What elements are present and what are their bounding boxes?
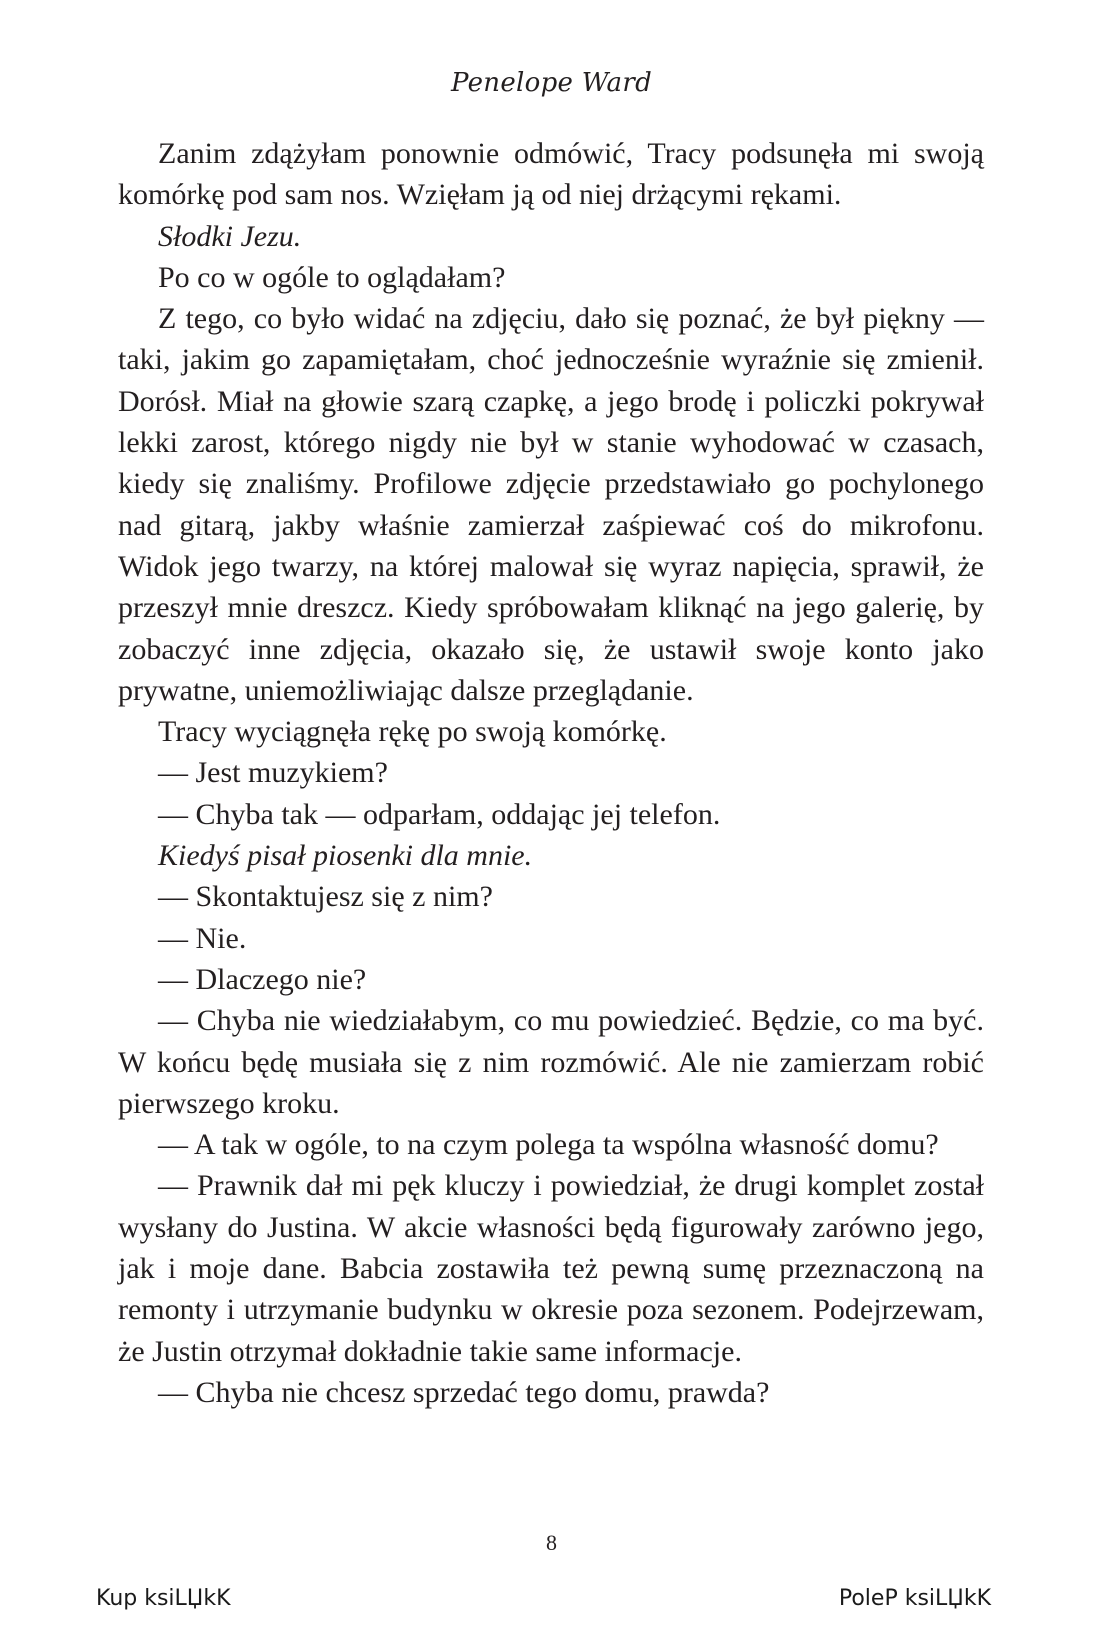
dialogue-line: — Chyba tak — odparłam, oddając jej telefon. <box>158 797 721 831</box>
dialogue-line: — Chyba nie chcesz sprzedać tego domu, prawda? <box>158 1375 770 1409</box>
body-text <box>118 133 984 1413</box>
paragraph-italic: Słodki Jezu. <box>158 219 302 253</box>
dialogue-line: — Jest muzykiem? <box>158 756 388 790</box>
paragraph: Z tego, co było widać na zdjęciu, dało się poznać, że był piękny — taki, jakim go zapamiętałam, choć jednocześnie wyraźnie się zmienił. Dorósł. Miał na głowie szarą czapkę, a jego brodę i policzki pokrywał lekki zarost, którego nigdy nie był w stanie wyhodować w czasach, kiedy się znaliśmy. Profilowe zdjęcie przedstawiało go pochylonego nad gitarą, jakby właśnie zamierzał zaśpiewać coś do mikrofonu. Widok jego twarzy, na której malował się wyraz napięcia, sprawił, że przeszył mnie dreszcz. Kiedy spróbowałam kliknąć na jego galerię, by zobaczyć inne zdjęcia, okazało się, że ustawił swoje konto jako prywatne, uniemożliwiając dalsze przeglądanie. <box>118 302 984 707</box>
dialogue-line: — Prawnik dał mi pęk kluczy i powiedział, że drugi komplet został wysłany do Justina. W akcie własności będą figurowały zarówno jego, jak i moje dane. Babcia zostawiła też pewną sumę przeznaczoną na remonty i utrzymanie budynku w okresie poza sezonem. Podejrzewam, że Justin otrzymał dokładnie takie same informacje. <box>118 1169 984 1368</box>
paragraph-italic: Kiedyś pisał piosenki dla mnie. <box>158 839 533 873</box>
paragraph: Zanim zdążyłam ponownie odmówić, Tracy podsunęła mi swoją komórkę pod sam nos. Wzięłam ją od niej drżącymi rękami. <box>118 137 984 212</box>
dialogue-line: — Chyba nie wiedziałabym, co mu powiedzieć. Będzie, co ma być. W końcu będę musiała się z nim rozmówić. Ale nie zamierzam robić pierwszego kroku. <box>118 1004 984 1120</box>
dialogue-line: — Dlaczego nie? <box>158 962 367 996</box>
page-number: 8 <box>546 1530 557 1555</box>
dialogue-line: — Nie. <box>158 921 247 955</box>
dialogue-line: — Skontaktujesz się z nim? <box>158 880 493 914</box>
dialogue-line: — A tak w ogóle, to na czym polega ta wspólna własność domu? <box>158 1128 939 1162</box>
recommend-book-link[interactable]: PoleP ksiLЏkK <box>838 1586 991 1611</box>
paragraph: Po co w ogóle to oglądałam? <box>158 260 506 294</box>
running-header-author: Penelope Ward <box>450 68 653 98</box>
buy-book-link[interactable]: Kup ksiLЏkK <box>96 1586 231 1611</box>
paragraph: Tracy wyciągnęła rękę po swoją komórkę. <box>158 715 667 749</box>
